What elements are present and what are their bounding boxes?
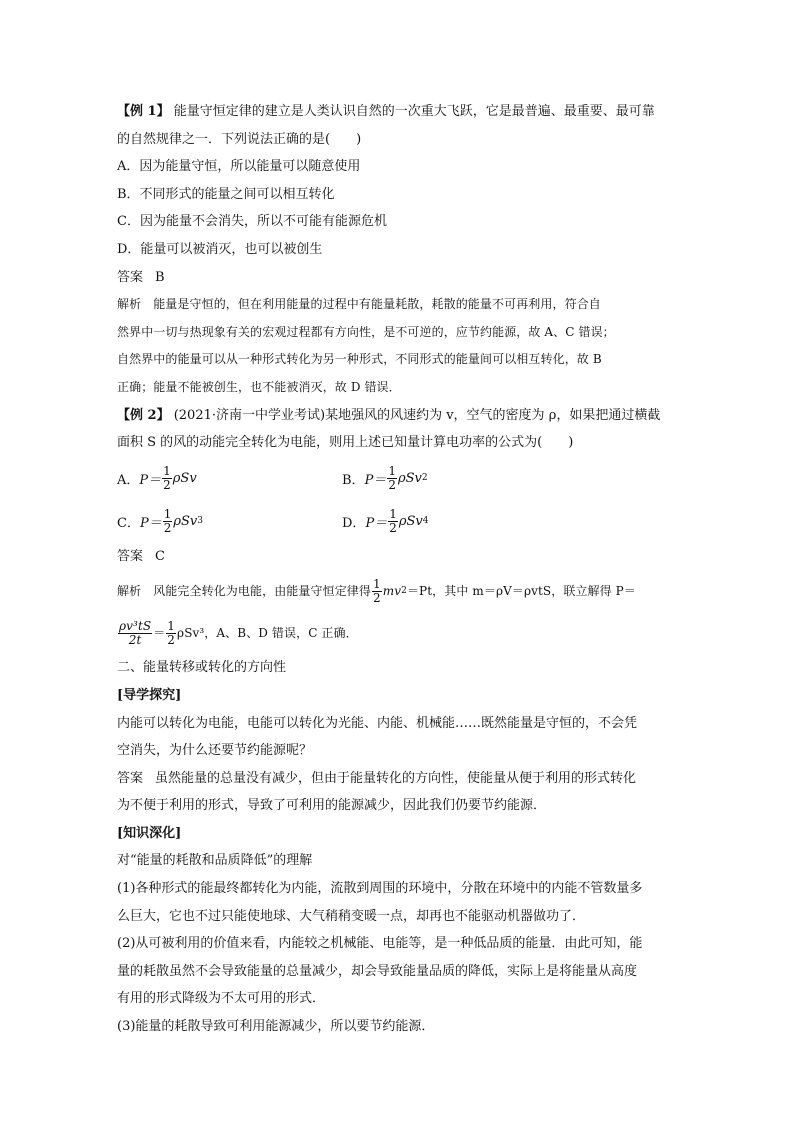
fraction [118, 620, 152, 646]
option-label: B． [342, 472, 365, 488]
example2-option-a [117, 457, 197, 500]
option-exponent: 3 [197, 516, 203, 527]
example2-analysis-line1 [117, 570, 677, 612]
example2-option-d [342, 500, 428, 543]
option-lhs: P＝ [364, 472, 387, 488]
point-line4: 量的耗散虽然不会导致能量的总量减少，却会导致能量品质的降低，实际上是将能量从高度 [117, 963, 638, 979]
analysis-text-a: 风能完全转化为电能，由能量守恒定律得 [153, 584, 372, 599]
option-lhs: P＝ [365, 515, 388, 531]
fraction [388, 508, 398, 534]
fraction-denominator: 2t [128, 632, 142, 647]
example1-option-a: A．因为能量守恒，所以能量可以随意使用 [117, 159, 361, 175]
analysis-text-c: ＝Pt，其中 m＝ρV＝ρvtS，联立解得 P＝ [406, 584, 636, 599]
option-label: A． [117, 472, 140, 488]
analysis-text-b: mv [382, 584, 402, 599]
fraction [387, 465, 397, 491]
example1-answer [117, 264, 677, 292]
fraction-denominator: 2 [163, 477, 171, 492]
option-formula: ρSv [173, 513, 198, 529]
fraction [166, 620, 176, 646]
section2-answer-line1 [117, 765, 677, 793]
example1-question-line2: 的自然规律之一．下列说法正确的是( ) [117, 131, 362, 147]
point-line3: (2)从可被利用的价值来看，内能较之机械能、电能等，是一种低品质的能量．由此可知，能 [117, 936, 643, 952]
example2-question-line2: 面积 S 的风的动能完全转化为电能，则用上述已知量计算电功率的公式为( ) [117, 435, 574, 451]
example1-question-line1 [117, 98, 677, 126]
fraction-numerator: 1 [373, 577, 381, 592]
fraction-numerator: 1 [388, 464, 396, 479]
analysis-exponent: 2 [401, 586, 407, 597]
fraction-denominator: 2 [389, 520, 397, 535]
option-label: D． [342, 515, 366, 531]
answer-text: 虽然能量的总量没有减少，但由于能量转化的方向性，使能量从便于利用的形式转化 [155, 770, 637, 786]
knowledge-title: 对“能量的耗散和品质降低”的理解 [117, 853, 313, 869]
fraction [372, 578, 382, 604]
option-formula: ρSv [172, 470, 197, 486]
fraction [163, 508, 173, 534]
example2-option-b [342, 457, 428, 500]
guide-line1: 内能可以转化为电能，电能可以转化为光能、内能、机械能……既然能量是守恒的，不会凭 [117, 715, 638, 731]
example2-question-text: (2021·济南一中学业考试)某地强风的风速约为 v，空气的密度为 ρ，如果把通过横截 [173, 407, 661, 423]
example1-option-b: B．不同形式的能量之间可以相互转化 [117, 186, 335, 202]
option-exponent: 2 [421, 473, 428, 484]
example2-answer [117, 543, 677, 571]
example1-analysis-line1 [117, 291, 677, 319]
example1-analysis-line2: 然界中一切与热现象有关的宏观过程都有方向性，是不可逆的，应节约能源，故 A、C 错误； [117, 324, 615, 339]
option-lhs: P＝ [139, 515, 162, 531]
fraction-numerator: 1 [163, 464, 171, 479]
analysis-text-e: ρSv³，A、B、D 错误，C 正确． [177, 626, 358, 641]
option-label: C． [117, 515, 140, 531]
content [117, 98, 677, 1041]
analysis-label: 解析 [117, 297, 142, 312]
example2-analysis-line2 [117, 612, 677, 654]
section2-answer-line2: 为不便于利用的形式，导致了可利用的能源减少，因此我们仍要节约能源． [117, 798, 547, 814]
example1-option-c: C．因为能量不会消失，所以不可能有能源危机 [117, 214, 387, 230]
option-formula: ρSv [398, 513, 423, 529]
option-lhs: P＝ [139, 472, 162, 488]
example1-question-text: 能量守恒定律的建立是人类认识自然的一次重大飞跃，它是最普遍、最重要、最可靠 [173, 104, 655, 119]
knowledge-tag: [知识深化] [117, 825, 182, 841]
option-exponent: 4 [422, 516, 429, 527]
fraction-denominator: 2 [163, 520, 172, 535]
fraction-numerator: 1 [163, 507, 172, 522]
answer-value: B [155, 269, 165, 285]
example2-options-row2 [117, 500, 677, 543]
analysis-text: 能量是守恒的，但在利用能量的过程中有能量耗散，耗散的能量不可再利用，符合自 [153, 297, 601, 312]
fraction-numerator: 1 [167, 619, 176, 634]
answer-label: 答案 [117, 269, 144, 285]
answer-label: 答案 [117, 548, 144, 564]
answer-value: C [155, 548, 165, 564]
point-line1: (1)各种形式的能最终都转化为内能，流散到周围的环境中，分散在环境中的内能不管数量多 [117, 881, 643, 897]
example2-tag: 【例 2】 [117, 407, 170, 423]
point-line5: 有用的形式降级为不太可用的形式． [117, 991, 326, 1007]
example2-question-line1 [117, 402, 677, 430]
guide-line2: 空消失，为什么还要节约能源呢？ [117, 743, 313, 759]
example1-tag: 【例 1】 [117, 104, 170, 119]
point-line6: (3)能量的耗散导致可利用能源减少，所以要节约能源． [117, 1019, 435, 1035]
answer-label: 答案 [117, 770, 144, 786]
analysis-text-d: ＝ [153, 626, 166, 641]
fraction-denominator: 2 [388, 477, 396, 492]
analysis-label: 解析 [117, 584, 142, 599]
example2-option-c [117, 500, 203, 543]
fraction-denominator: 2 [373, 590, 381, 605]
fraction-denominator: 2 [167, 632, 176, 647]
section-title: 二、能量转移或转化的方向性 [117, 660, 287, 676]
example1-analysis-line4: 正确；能量不能被创生，也不能被消灭，故 D 错误． [117, 379, 401, 394]
point-line2: 么巨大，它也不过只能使地球、大气稍稍变暖一点，却再也不能驱动机器做功了． [117, 908, 586, 924]
example1-analysis-line3: 自然界中的能量可以从一种形式转化为另一种形式，不同形式的能量间可以相互转化，故 B [117, 352, 602, 367]
example1-option-d: D．能量可以被消灭，也可以被创生 [117, 241, 323, 257]
guide-tag: [导学探究] [117, 687, 182, 703]
fraction [162, 465, 172, 491]
fraction-numerator: 1 [389, 507, 397, 522]
fraction-numerator: ρv³tS [119, 619, 152, 634]
example2-options-row1 [117, 457, 677, 500]
option-formula: ρSv [397, 470, 422, 486]
